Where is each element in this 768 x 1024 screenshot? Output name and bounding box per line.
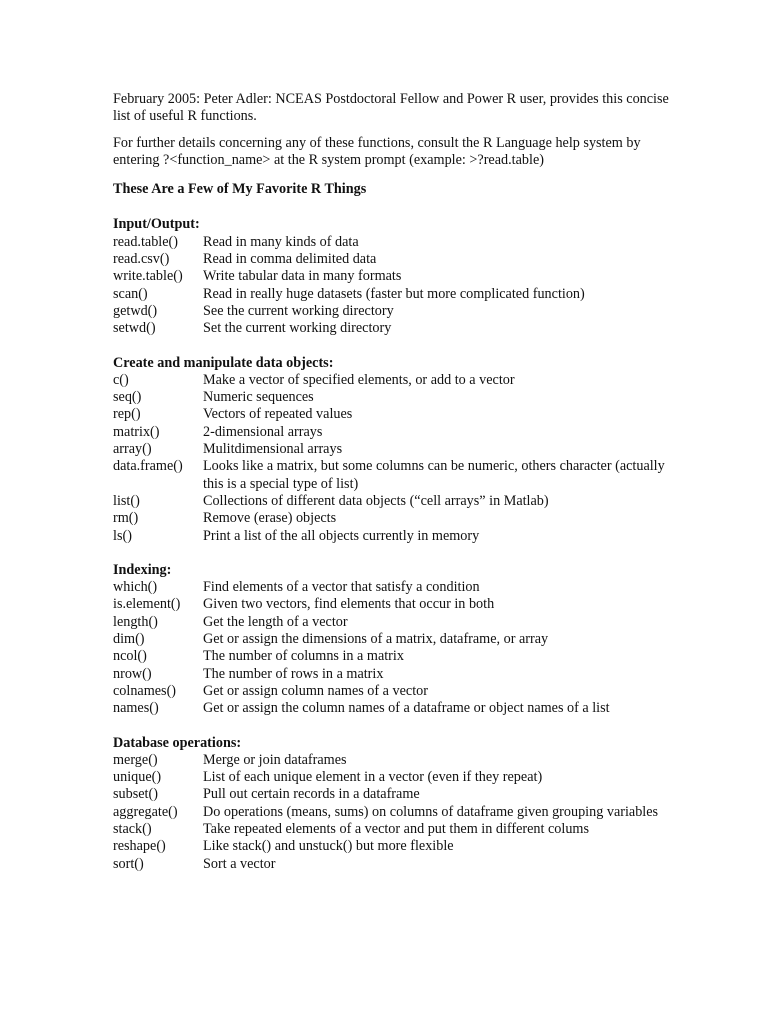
function-description: Given two vectors, find elements that occur in both bbox=[203, 596, 495, 613]
function-name: rep() bbox=[113, 406, 141, 423]
function-name: stack() bbox=[113, 820, 152, 837]
document-page bbox=[113, 91, 673, 890]
section-heading: Database operations: bbox=[113, 734, 242, 751]
section-data-objects bbox=[113, 355, 673, 545]
function-description: Get or assign the column names of a dataframe or object names of a list bbox=[203, 700, 610, 717]
function-row bbox=[113, 510, 673, 527]
function-name: setwd() bbox=[113, 320, 156, 337]
function-row bbox=[113, 251, 673, 268]
function-row bbox=[113, 286, 673, 303]
function-name: colnames() bbox=[113, 682, 177, 699]
function-name: rm() bbox=[113, 510, 139, 527]
function-description: Get or assign column names of a vector bbox=[203, 682, 428, 699]
function-row bbox=[113, 389, 673, 406]
function-name: unique() bbox=[113, 769, 162, 786]
function-name: write.table() bbox=[113, 268, 183, 285]
function-description: Find elements of a vector that satisfy a condition bbox=[203, 579, 480, 596]
function-description: Numeric sequences bbox=[203, 389, 314, 406]
function-description: Print a list of the all objects currently in memory bbox=[203, 527, 480, 544]
function-name: names() bbox=[113, 700, 159, 717]
function-name: read.table() bbox=[113, 233, 178, 250]
function-description: Make a vector of specified elements, or add to a vector bbox=[203, 371, 515, 388]
function-description: Get or assign the dimensions of a matrix, dataframe, or array bbox=[203, 631, 549, 648]
function-description: Sort a vector bbox=[203, 855, 276, 872]
function-row bbox=[113, 683, 673, 700]
function-row bbox=[113, 268, 673, 285]
section-indexing bbox=[113, 562, 673, 718]
function-row bbox=[113, 614, 673, 631]
function-name: scan() bbox=[113, 285, 148, 302]
function-row bbox=[113, 596, 673, 613]
function-description: The number of rows in a matrix bbox=[203, 665, 384, 682]
function-row bbox=[113, 458, 673, 493]
function-name: array() bbox=[113, 441, 152, 458]
function-description: Read in really huge datasets (faster but more complicated function) bbox=[203, 285, 585, 302]
function-row bbox=[113, 804, 673, 821]
function-description: Read in many kinds of data bbox=[203, 233, 359, 250]
function-row bbox=[113, 786, 673, 803]
document-title: These Are a Few of My Favorite R Things bbox=[113, 181, 367, 198]
function-row bbox=[113, 856, 673, 873]
function-description: Vectors of repeated values bbox=[203, 406, 353, 423]
function-row bbox=[113, 424, 673, 441]
function-description: See the current working directory bbox=[203, 302, 394, 319]
section-input-output bbox=[113, 216, 673, 337]
function-name: length() bbox=[113, 613, 158, 630]
function-name: subset() bbox=[113, 786, 158, 803]
function-name: list() bbox=[113, 492, 140, 509]
section-heading: Indexing: bbox=[113, 561, 172, 578]
function-row bbox=[113, 528, 673, 545]
function-description: Looks like a matrix, but some columns can be numeric, others character (actually this is a special type of list) bbox=[203, 458, 665, 492]
function-name: read.csv() bbox=[113, 251, 170, 268]
function-row bbox=[113, 234, 673, 251]
function-description: Do operations (means, sums) on columns of dataframe given grouping variables bbox=[203, 803, 659, 820]
function-description: Get the length of a vector bbox=[203, 613, 348, 630]
function-description: The number of columns in a matrix bbox=[203, 648, 404, 665]
function-description: 2-dimensional arrays bbox=[203, 423, 323, 440]
function-name: nrow() bbox=[113, 665, 152, 682]
function-name: aggregate() bbox=[113, 803, 178, 820]
function-name: seq() bbox=[113, 389, 142, 406]
function-description: Read in comma delimited data bbox=[203, 251, 377, 268]
function-name: sort() bbox=[113, 855, 144, 872]
function-name: ncol() bbox=[113, 648, 147, 665]
function-row bbox=[113, 493, 673, 510]
function-row bbox=[113, 838, 673, 855]
section-heading: Input/Output: bbox=[113, 216, 200, 233]
intro-paragraph: February 2005: Peter Adler: NCEAS Postdoctoral Fellow and Power R user, provides this concise list of useful R functions. bbox=[113, 91, 669, 125]
function-description: Take repeated elements of a vector and put them in different colums bbox=[203, 820, 589, 837]
function-description: Collections of different data objects (“cell arrays” in Matlab) bbox=[203, 492, 549, 509]
section-database-operations bbox=[113, 735, 673, 873]
function-row bbox=[113, 372, 673, 389]
function-row bbox=[113, 700, 673, 717]
function-description: Set the current working directory bbox=[203, 320, 392, 337]
function-row bbox=[113, 406, 673, 423]
function-row bbox=[113, 821, 673, 838]
details-paragraph: For further details concerning any of these functions, consult the R Language help system by entering ?<function_name> at the R system prompt (example: >?read.table) bbox=[113, 134, 641, 168]
function-name: is.element() bbox=[113, 596, 181, 613]
function-description: List of each unique element in a vector (even if they repeat) bbox=[203, 769, 543, 786]
function-name: matrix() bbox=[113, 423, 160, 440]
function-description: Like stack() and unstuck() but more flexible bbox=[203, 838, 454, 855]
function-row bbox=[113, 648, 673, 665]
function-name: ls() bbox=[113, 527, 132, 544]
function-description: Remove (erase) objects bbox=[203, 510, 337, 527]
function-row bbox=[113, 579, 673, 596]
function-name: dim() bbox=[113, 631, 145, 648]
function-name: which() bbox=[113, 579, 158, 596]
function-row bbox=[113, 320, 673, 337]
function-row bbox=[113, 752, 673, 769]
function-description: Mulitdimensional arrays bbox=[203, 441, 343, 458]
function-description: Write tabular data in many formats bbox=[203, 268, 402, 285]
function-row bbox=[113, 666, 673, 683]
section-heading: Create and manipulate data objects: bbox=[113, 354, 334, 371]
function-name: c() bbox=[113, 371, 129, 388]
function-row bbox=[113, 631, 673, 648]
function-description: Pull out certain records in a dataframe bbox=[203, 786, 420, 803]
function-row bbox=[113, 769, 673, 786]
function-description: Merge or join dataframes bbox=[203, 751, 347, 768]
function-row bbox=[113, 441, 673, 458]
function-name: data.frame() bbox=[113, 458, 183, 475]
function-name: merge() bbox=[113, 751, 158, 768]
function-name: getwd() bbox=[113, 302, 158, 319]
function-row bbox=[113, 303, 673, 320]
function-name: reshape() bbox=[113, 838, 166, 855]
